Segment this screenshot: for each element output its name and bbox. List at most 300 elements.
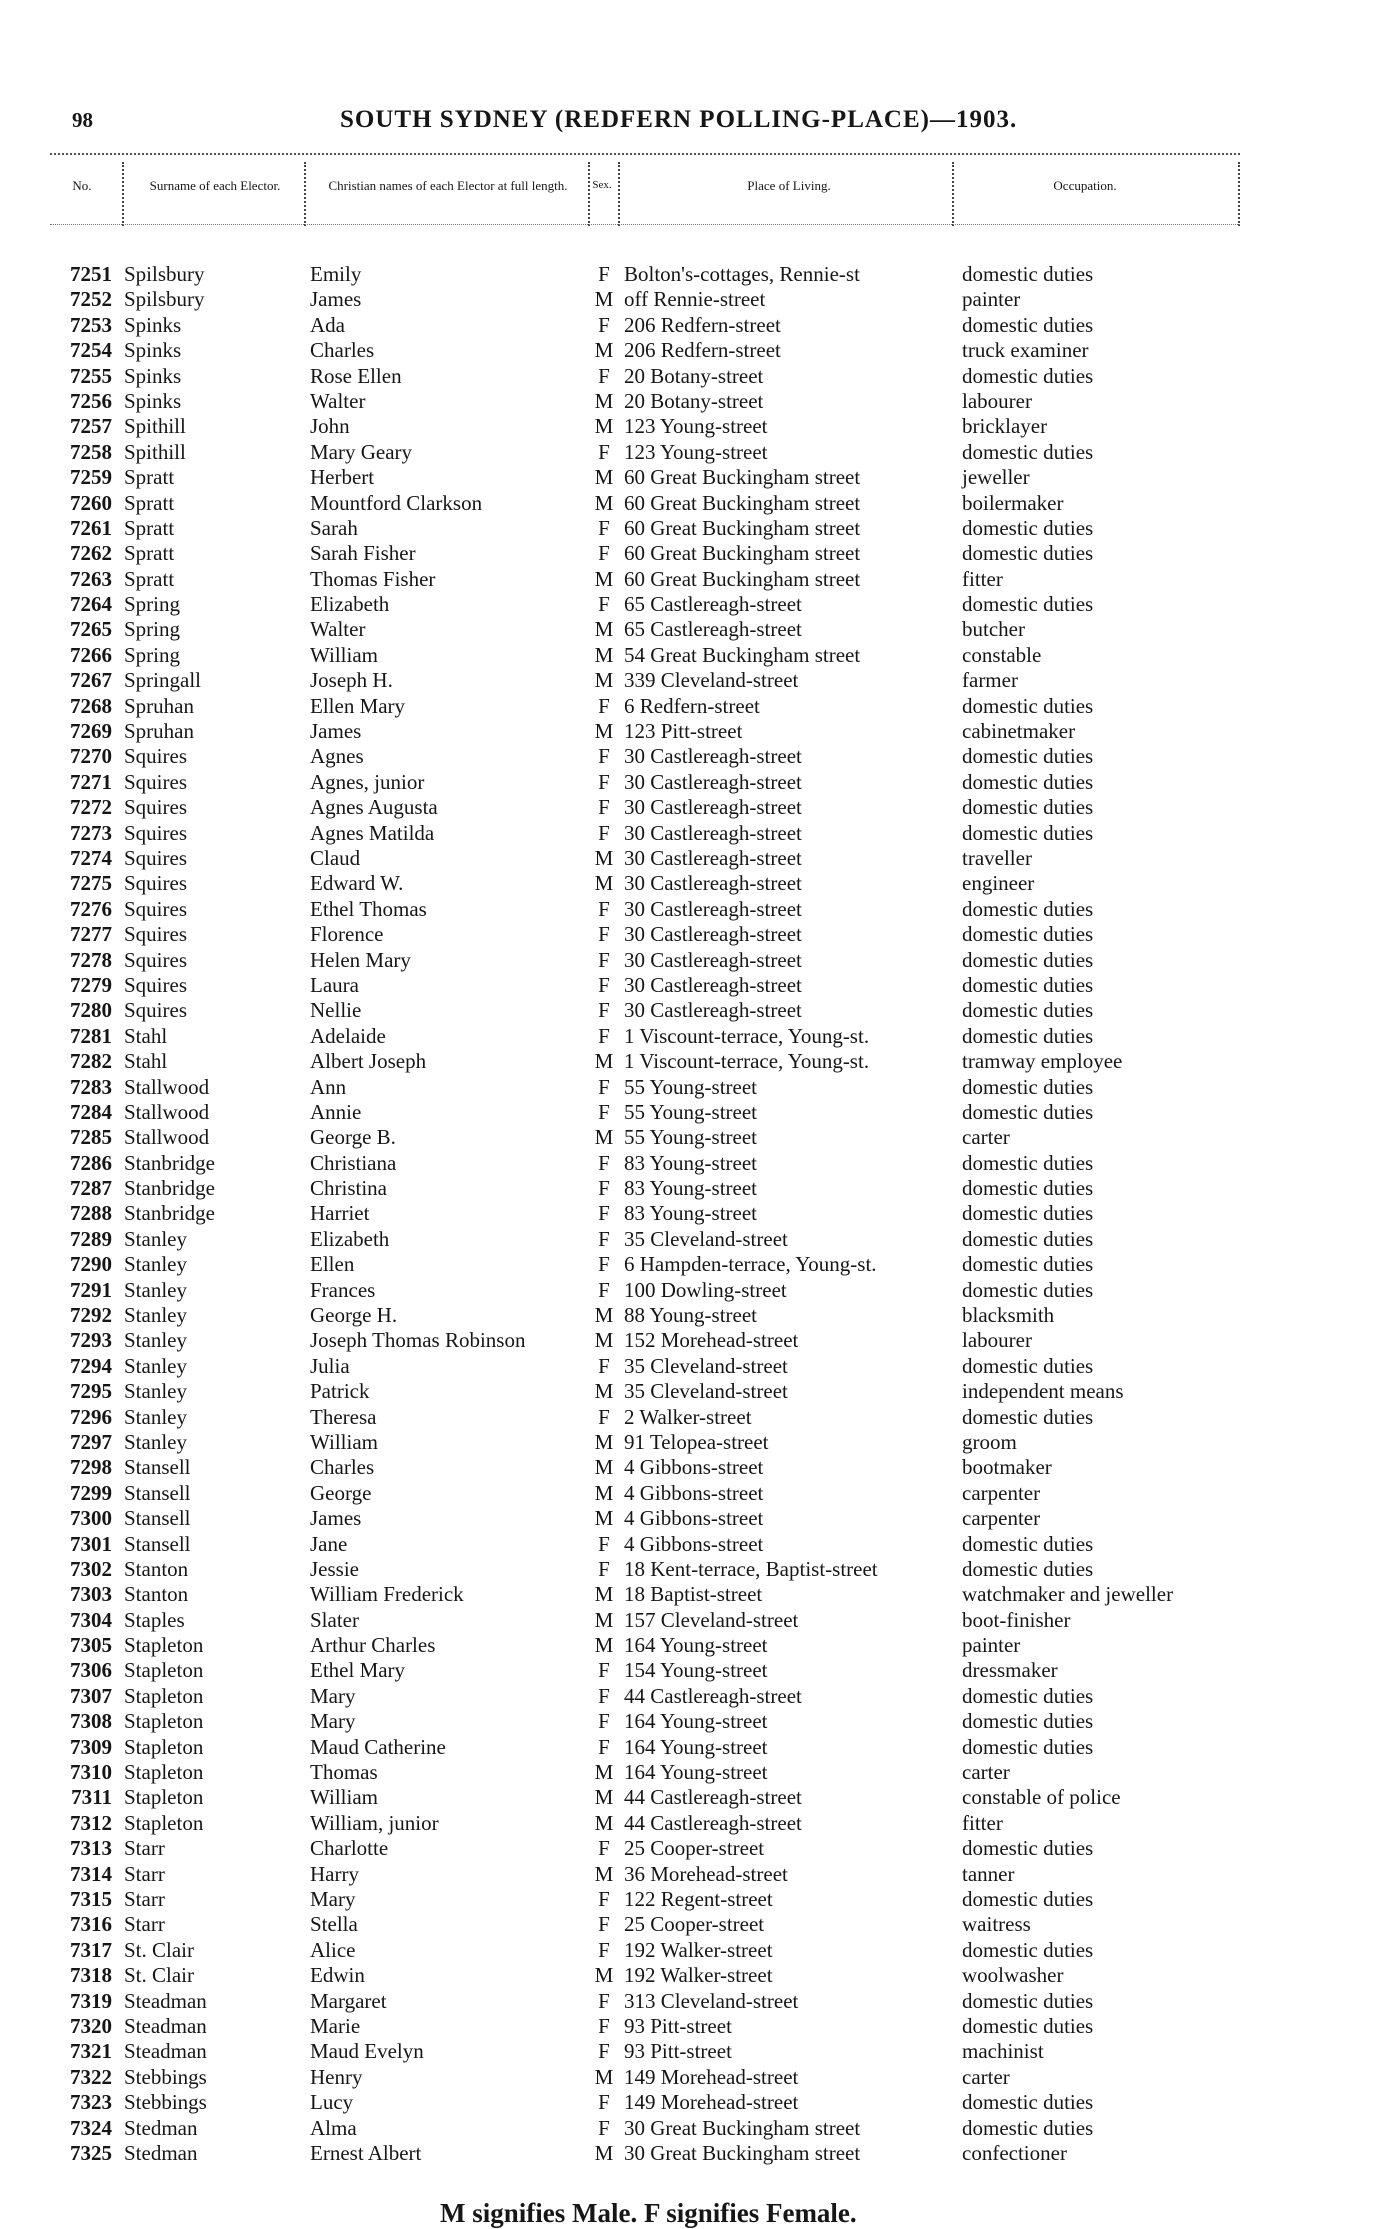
elector-occupation: domestic duties bbox=[962, 439, 1094, 464]
elector-sex: F bbox=[598, 922, 610, 947]
elector-number: 7308 bbox=[70, 1709, 112, 1734]
elector-surname: Squires bbox=[124, 769, 187, 794]
elector-occupation: blacksmith bbox=[962, 1303, 1055, 1328]
elector-christian-names: Ellen Mary bbox=[310, 693, 406, 718]
elector-christian-names: Herbert bbox=[310, 465, 375, 490]
elector-surname: Squires bbox=[124, 896, 187, 921]
elector-number: 7266 bbox=[70, 642, 112, 667]
elector-place-of-living: 60 Great Buckingham street bbox=[624, 490, 861, 515]
elector-surname: Stanton bbox=[124, 1556, 189, 1581]
elector-occupation: dressmaker bbox=[962, 1658, 1058, 1683]
column-divider bbox=[618, 162, 620, 226]
elector-number: 7304 bbox=[70, 1607, 112, 1632]
elector-place-of-living: 25 Cooper-street bbox=[624, 1836, 765, 1861]
elector-place-of-living: 122 Regent-street bbox=[624, 1887, 773, 1911]
elector-surname: Spratt bbox=[124, 490, 175, 515]
elector-sex: M bbox=[594, 1760, 614, 1785]
elector-surname: Stedman bbox=[124, 2115, 198, 2140]
elector-christian-names: Agnes Matilda bbox=[310, 820, 435, 845]
elector-sex: M bbox=[594, 2064, 614, 2089]
table-row bbox=[0, 1430, 1382, 1455]
elector-occupation: watchmaker and jeweller bbox=[962, 1582, 1174, 1607]
elector-number: 7274 bbox=[70, 845, 112, 870]
elector-occupation: domestic duties bbox=[962, 1937, 1094, 1962]
elector-occupation: fitter bbox=[962, 1810, 1003, 1835]
elector-occupation: carter bbox=[962, 2064, 1010, 2089]
elector-sex: M bbox=[594, 1379, 614, 1404]
elector-place-of-living: 30 Castlereagh-street bbox=[624, 769, 802, 794]
elector-sex: M bbox=[594, 719, 614, 744]
elector-occupation: carpenter bbox=[962, 1506, 1041, 1531]
elector-occupation: truck examiner bbox=[962, 338, 1089, 363]
elector-surname: Stallwood bbox=[124, 1074, 210, 1099]
header-no: No. bbox=[72, 178, 92, 193]
elector-sex: M bbox=[594, 414, 614, 439]
elector-christian-names: Elizabeth bbox=[310, 592, 390, 617]
elector-occupation: constable bbox=[962, 642, 1042, 667]
elector-number: 7277 bbox=[70, 922, 112, 947]
table-row bbox=[0, 516, 1382, 541]
elector-number: 7311 bbox=[71, 1785, 112, 1810]
elector-place-of-living: 60 Great Buckingham street bbox=[624, 566, 861, 591]
elector-surname: Stahl bbox=[124, 1049, 168, 1074]
elector-occupation: domestic duties bbox=[962, 1277, 1094, 1302]
elector-number: 7272 bbox=[70, 795, 112, 820]
elector-christian-names: Henry bbox=[310, 2064, 363, 2089]
elector-place-of-living: Bolton's-cottages, Rennie-st bbox=[624, 262, 860, 286]
elector-sex: F bbox=[598, 1709, 610, 1734]
elector-number: 7257 bbox=[70, 414, 112, 439]
header-christian-names: Christian names of each Elector at full length. bbox=[328, 178, 568, 193]
elector-number: 7286 bbox=[70, 1150, 112, 1175]
elector-surname: Stanbridge bbox=[124, 1201, 215, 1226]
elector-occupation: farmer bbox=[962, 668, 1018, 693]
elector-sex: M bbox=[594, 1785, 614, 1810]
elector-number: 7275 bbox=[70, 871, 112, 896]
elector-sex: F bbox=[598, 769, 610, 794]
elector-surname: Stapleton bbox=[124, 1709, 204, 1734]
table-row bbox=[0, 998, 1382, 1023]
elector-christian-names: Helen Mary bbox=[310, 947, 411, 972]
elector-sex: F bbox=[598, 820, 610, 845]
elector-surname: Steadman bbox=[124, 1988, 207, 2013]
table-row bbox=[0, 1328, 1382, 1353]
elector-number: 7255 bbox=[70, 363, 112, 388]
elector-number: 7259 bbox=[70, 465, 112, 490]
elector-christian-names: Charles bbox=[310, 1455, 375, 1480]
elector-christian-names: Mountford Clarkson bbox=[310, 490, 483, 515]
elector-number: 7312 bbox=[70, 1810, 112, 1835]
elector-list bbox=[0, 262, 1382, 2166]
elector-occupation: domestic duties bbox=[962, 820, 1094, 845]
table-row bbox=[0, 364, 1382, 389]
elector-christian-names: Ethel Thomas bbox=[310, 896, 427, 921]
elector-sex: F bbox=[598, 1353, 610, 1378]
elector-occupation: constable of police bbox=[962, 1785, 1121, 1810]
table-row bbox=[0, 1100, 1382, 1125]
elector-place-of-living: 192 Walker-street bbox=[624, 1937, 773, 1962]
elector-number: 7265 bbox=[70, 617, 112, 642]
elector-place-of-living: 65 Castlereagh-street bbox=[624, 617, 802, 642]
table-row bbox=[0, 2014, 1382, 2039]
elector-sex: F bbox=[598, 2090, 610, 2115]
elector-sex: M bbox=[594, 1582, 614, 1607]
elector-number: 7289 bbox=[70, 1226, 112, 1251]
elector-surname: Stanley bbox=[124, 1379, 187, 1404]
elector-christian-names: Patrick bbox=[310, 1379, 370, 1404]
table-row bbox=[0, 313, 1382, 338]
elector-christian-names: Ernest Albert bbox=[310, 2140, 422, 2165]
elector-sex: M bbox=[594, 1303, 614, 1328]
elector-christian-names: Christiana bbox=[310, 1150, 397, 1175]
elector-place-of-living: 35 Cleveland-street bbox=[624, 1353, 788, 1378]
elector-sex: F bbox=[598, 1887, 610, 1911]
elector-surname: Stanley bbox=[124, 1404, 187, 1429]
elector-place-of-living: 36 Morehead-street bbox=[624, 1861, 788, 1886]
elector-surname: Stanley bbox=[124, 1328, 187, 1353]
elector-place-of-living: 164 Young-street bbox=[624, 1760, 768, 1785]
elector-place-of-living: 30 Castlereagh-street bbox=[624, 922, 802, 947]
elector-place-of-living: 91 Telopea-street bbox=[624, 1429, 769, 1454]
elector-sex: M bbox=[594, 871, 614, 896]
table-row bbox=[0, 1684, 1382, 1709]
elector-surname: Stanley bbox=[124, 1252, 187, 1277]
elector-occupation: domestic duties bbox=[962, 1023, 1094, 1048]
elector-place-of-living: 44 Castlereagh-street bbox=[624, 1810, 802, 1835]
elector-number: 7303 bbox=[70, 1582, 112, 1607]
elector-surname: Squires bbox=[124, 922, 187, 947]
elector-sex: F bbox=[598, 541, 610, 566]
table-row bbox=[0, 1532, 1382, 1557]
elector-surname: Stapleton bbox=[124, 1658, 204, 1683]
elector-number: 7316 bbox=[70, 1912, 112, 1937]
elector-number: 7310 bbox=[70, 1760, 112, 1785]
elector-occupation: carter bbox=[962, 1760, 1010, 1785]
elector-place-of-living: 54 Great Buckingham street bbox=[624, 642, 861, 667]
elector-christian-names: Laura bbox=[310, 972, 359, 997]
elector-sex: F bbox=[598, 1099, 610, 1124]
table-row bbox=[0, 1811, 1382, 1836]
table-row bbox=[0, 1658, 1382, 1683]
elector-sex: F bbox=[598, 1074, 610, 1099]
elector-occupation: domestic duties bbox=[962, 1353, 1094, 1378]
column-divider bbox=[304, 162, 306, 226]
table-row bbox=[0, 1201, 1382, 1226]
elector-sex: M bbox=[594, 1328, 614, 1353]
elector-number: 7287 bbox=[70, 1176, 112, 1201]
elector-occupation: confectioner bbox=[962, 2140, 1067, 2165]
elector-place-of-living: 93 Pitt-street bbox=[624, 2013, 732, 2038]
elector-surname: Starr bbox=[124, 1861, 165, 1886]
elector-number: 7281 bbox=[70, 1023, 112, 1048]
table-row bbox=[0, 1049, 1382, 1074]
elector-occupation: domestic duties bbox=[962, 795, 1094, 820]
elector-surname: Steadman bbox=[124, 2013, 207, 2038]
elector-occupation: labourer bbox=[962, 1328, 1032, 1353]
elector-sex: M bbox=[594, 338, 614, 363]
elector-surname: Stapleton bbox=[124, 1810, 204, 1835]
elector-occupation: domestic duties bbox=[962, 1150, 1094, 1175]
elector-place-of-living: 149 Morehead-street bbox=[624, 2090, 799, 2115]
elector-occupation: bricklayer bbox=[962, 414, 1048, 439]
elector-christian-names: Margaret bbox=[310, 1988, 387, 2013]
elector-surname: Squires bbox=[124, 998, 187, 1023]
elector-place-of-living: 206 Redfern-street bbox=[624, 338, 781, 363]
elector-christian-names: Theresa bbox=[310, 1404, 377, 1429]
elector-surname: Stebbings bbox=[124, 2064, 207, 2089]
elector-place-of-living: 164 Young-street bbox=[624, 1709, 768, 1734]
elector-place-of-living: 30 Great Buckingham street bbox=[624, 2140, 861, 2165]
elector-place-of-living: 100 Dowling-street bbox=[624, 1277, 787, 1302]
elector-sex: F bbox=[598, 795, 610, 820]
elector-place-of-living: 30 Castlereagh-street bbox=[624, 845, 802, 870]
elector-surname: Stapleton bbox=[124, 1633, 204, 1658]
elector-place-of-living: 30 Castlereagh-street bbox=[624, 871, 802, 896]
elector-place-of-living: 123 Young-street bbox=[624, 414, 768, 439]
elector-surname: Spruhan bbox=[124, 719, 194, 744]
elector-occupation: domestic duties bbox=[962, 922, 1094, 947]
elector-surname: Stapleton bbox=[124, 1760, 204, 1785]
header-place-of-living: Place of Living. bbox=[747, 178, 831, 193]
elector-surname: Spilsbury bbox=[124, 262, 205, 286]
elector-surname: Stanley bbox=[124, 1353, 187, 1378]
elector-number: 7298 bbox=[70, 1455, 112, 1480]
elector-number: 7305 bbox=[70, 1633, 112, 1658]
elector-christian-names: John bbox=[310, 414, 350, 439]
elector-occupation: domestic duties bbox=[962, 1988, 1094, 2013]
elector-occupation: butcher bbox=[962, 617, 1025, 642]
elector-occupation: domestic duties bbox=[962, 693, 1094, 718]
table-row bbox=[0, 1582, 1382, 1607]
elector-christian-names: Walter bbox=[310, 617, 366, 642]
elector-place-of-living: 35 Cleveland-street bbox=[624, 1226, 788, 1251]
elector-sex: F bbox=[598, 515, 610, 540]
table-row bbox=[0, 1278, 1382, 1303]
table-row bbox=[0, 668, 1382, 693]
elector-sex: M bbox=[594, 845, 614, 870]
elector-place-of-living: 164 Young-street bbox=[624, 1633, 768, 1658]
elector-sex: M bbox=[594, 287, 614, 312]
elector-number: 7261 bbox=[70, 515, 112, 540]
elector-sex: F bbox=[598, 2013, 610, 2038]
elector-sex: M bbox=[594, 642, 614, 667]
elector-place-of-living: 30 Castlereagh-street bbox=[624, 998, 802, 1023]
elector-occupation: domestic duties bbox=[962, 262, 1094, 286]
elector-number: 7284 bbox=[70, 1099, 112, 1124]
elector-sex: M bbox=[594, 2140, 614, 2165]
elector-surname: Spring bbox=[124, 617, 181, 642]
elector-christian-names: William bbox=[310, 1785, 378, 1810]
column-divider bbox=[122, 162, 124, 226]
elector-surname: Spilsbury bbox=[124, 287, 205, 312]
elector-number: 7267 bbox=[70, 668, 112, 693]
elector-number: 7294 bbox=[70, 1353, 112, 1378]
elector-number: 7273 bbox=[70, 820, 112, 845]
elector-place-of-living: 35 Cleveland-street bbox=[624, 1379, 788, 1404]
elector-occupation: waitress bbox=[962, 1912, 1031, 1937]
header-sex: Sex. bbox=[592, 179, 612, 191]
elector-christian-names: Charles bbox=[310, 338, 375, 363]
elector-sex: F bbox=[598, 1277, 610, 1302]
elector-number: 7256 bbox=[70, 388, 112, 413]
table-row bbox=[0, 1760, 1382, 1785]
table-row bbox=[0, 1785, 1382, 1810]
elector-christian-names: Stella bbox=[310, 1912, 358, 1937]
elector-christian-names: William Frederick bbox=[310, 1582, 464, 1607]
elector-surname: Spratt bbox=[124, 566, 175, 591]
table-row bbox=[0, 1989, 1382, 2014]
elector-surname: Spinks bbox=[124, 363, 182, 388]
elector-sex: F bbox=[598, 1734, 610, 1759]
elector-christian-names: Joseph Thomas Robinson bbox=[310, 1328, 526, 1353]
table-row bbox=[0, 871, 1382, 896]
elector-christian-names: Julia bbox=[310, 1353, 350, 1378]
table-row bbox=[0, 2039, 1382, 2064]
elector-christian-names: Rose Ellen bbox=[310, 363, 402, 388]
elector-sex: F bbox=[598, 1023, 610, 1048]
elector-christian-names: William, junior bbox=[310, 1810, 439, 1835]
elector-surname: Squires bbox=[124, 820, 187, 845]
elector-surname: Spruhan bbox=[124, 693, 194, 718]
elector-christian-names: Agnes, junior bbox=[310, 769, 425, 794]
elector-number: 7291 bbox=[70, 1277, 112, 1302]
elector-sex: M bbox=[594, 1125, 614, 1150]
elector-surname: Staples bbox=[124, 1607, 185, 1632]
elector-number: 7293 bbox=[70, 1328, 112, 1353]
elector-place-of-living: 206 Redfern-street bbox=[624, 312, 781, 337]
elector-number: 7295 bbox=[70, 1379, 112, 1404]
elector-occupation: domestic duties bbox=[962, 312, 1094, 337]
elector-number: 7292 bbox=[70, 1303, 112, 1328]
table-row bbox=[0, 1303, 1382, 1328]
elector-place-of-living: 25 Cooper-street bbox=[624, 1912, 765, 1937]
elector-place-of-living: 30 Great Buckingham street bbox=[624, 2115, 861, 2140]
elector-christian-names: James bbox=[310, 719, 362, 744]
elector-surname: Spithill bbox=[124, 439, 186, 464]
elector-number: 7290 bbox=[70, 1252, 112, 1277]
table-row bbox=[0, 1836, 1382, 1861]
elector-christian-names: Mary bbox=[310, 1887, 356, 1911]
elector-christian-names: Alma bbox=[310, 2115, 357, 2140]
elector-number: 7271 bbox=[70, 769, 112, 794]
elector-number: 7270 bbox=[70, 744, 112, 769]
table-row bbox=[0, 1405, 1382, 1430]
elector-place-of-living: 1 Viscount-terrace, Young-st. bbox=[624, 1049, 870, 1074]
elector-sex: M bbox=[594, 1429, 614, 1454]
elector-christian-names: William bbox=[310, 642, 378, 667]
elector-sex: F bbox=[598, 1176, 610, 1201]
elector-number: 7309 bbox=[70, 1734, 112, 1759]
elector-sex: M bbox=[594, 668, 614, 693]
elector-christian-names: Elizabeth bbox=[310, 1226, 390, 1251]
elector-occupation: tramway employee bbox=[962, 1049, 1123, 1074]
table-row bbox=[0, 338, 1382, 363]
elector-number: 7318 bbox=[70, 1963, 112, 1988]
elector-number: 7279 bbox=[70, 972, 112, 997]
table-row bbox=[0, 1506, 1382, 1531]
table-row bbox=[0, 1455, 1382, 1480]
elector-place-of-living: 60 Great Buckingham street bbox=[624, 515, 861, 540]
elector-place-of-living: 4 Gibbons-street bbox=[624, 1455, 764, 1480]
elector-number: 7276 bbox=[70, 896, 112, 921]
elector-occupation: domestic duties bbox=[962, 541, 1094, 566]
table-row bbox=[0, 414, 1382, 439]
table-row bbox=[0, 2065, 1382, 2090]
table-row bbox=[0, 1938, 1382, 1963]
elector-sex: F bbox=[598, 947, 610, 972]
elector-christian-names: Agnes Augusta bbox=[310, 795, 438, 820]
elector-sex: M bbox=[594, 1607, 614, 1632]
elector-occupation: labourer bbox=[962, 388, 1032, 413]
elector-surname: Starr bbox=[124, 1887, 165, 1911]
table-row bbox=[0, 2141, 1382, 2166]
elector-christian-names: Ann bbox=[310, 1074, 347, 1099]
elector-sex: F bbox=[598, 972, 610, 997]
elector-occupation: domestic duties bbox=[962, 896, 1094, 921]
elector-sex: F bbox=[598, 896, 610, 921]
elector-surname: Springall bbox=[124, 668, 201, 693]
elector-place-of-living: 60 Great Buckingham street bbox=[624, 465, 861, 490]
elector-place-of-living: 4 Gibbons-street bbox=[624, 1480, 764, 1505]
elector-occupation: domestic duties bbox=[962, 1099, 1094, 1124]
elector-place-of-living: 18 Baptist-street bbox=[624, 1582, 763, 1607]
elector-sex: F bbox=[598, 2039, 610, 2064]
elector-christian-names: William bbox=[310, 1429, 378, 1454]
elector-number: 7302 bbox=[70, 1556, 112, 1581]
elector-christian-names: Edwin bbox=[310, 1963, 365, 1988]
elector-christian-names: James bbox=[310, 1506, 362, 1531]
elector-occupation: machinist bbox=[962, 2039, 1044, 2064]
elector-christian-names: Maud Catherine bbox=[310, 1734, 446, 1759]
elector-christian-names: James bbox=[310, 287, 362, 312]
table-row bbox=[0, 821, 1382, 846]
elector-christian-names: Florence bbox=[310, 922, 384, 947]
table-row bbox=[0, 694, 1382, 719]
elector-sex: M bbox=[594, 1963, 614, 1988]
table-row bbox=[0, 592, 1382, 617]
elector-place-of-living: 20 Botany-street bbox=[624, 388, 764, 413]
elector-surname: Stallwood bbox=[124, 1099, 210, 1124]
elector-place-of-living: 123 Pitt-street bbox=[624, 719, 743, 744]
elector-occupation: boot-finisher bbox=[962, 1607, 1071, 1632]
elector-place-of-living: 44 Castlereagh-street bbox=[624, 1785, 802, 1810]
elector-occupation: carpenter bbox=[962, 1480, 1041, 1505]
elector-occupation: domestic duties bbox=[962, 1531, 1094, 1556]
elector-surname: Stanton bbox=[124, 1582, 189, 1607]
table-row bbox=[0, 1354, 1382, 1379]
elector-surname: Stanley bbox=[124, 1226, 187, 1251]
elector-christian-names: Lucy bbox=[310, 2090, 354, 2115]
elector-sex: F bbox=[598, 1937, 610, 1962]
elector-christian-names: Thomas Fisher bbox=[310, 566, 436, 591]
table-row bbox=[0, 795, 1382, 820]
elector-number: 7296 bbox=[70, 1404, 112, 1429]
elector-occupation: bootmaker bbox=[962, 1455, 1052, 1480]
elector-christian-names: Emily bbox=[310, 262, 362, 286]
elector-number: 7325 bbox=[70, 2140, 112, 2165]
elector-christian-names: George bbox=[310, 1480, 372, 1505]
elector-sex: M bbox=[594, 388, 614, 413]
elector-sex: F bbox=[598, 1226, 610, 1251]
elector-number: 7268 bbox=[70, 693, 112, 718]
elector-surname: Stanley bbox=[124, 1303, 187, 1328]
elector-surname: Spinks bbox=[124, 312, 182, 337]
table-row bbox=[0, 1176, 1382, 1201]
elector-sex: F bbox=[598, 592, 610, 617]
elector-occupation: domestic duties bbox=[962, 744, 1094, 769]
table-row bbox=[0, 1887, 1382, 1912]
elector-christian-names: Jane bbox=[310, 1531, 348, 1556]
